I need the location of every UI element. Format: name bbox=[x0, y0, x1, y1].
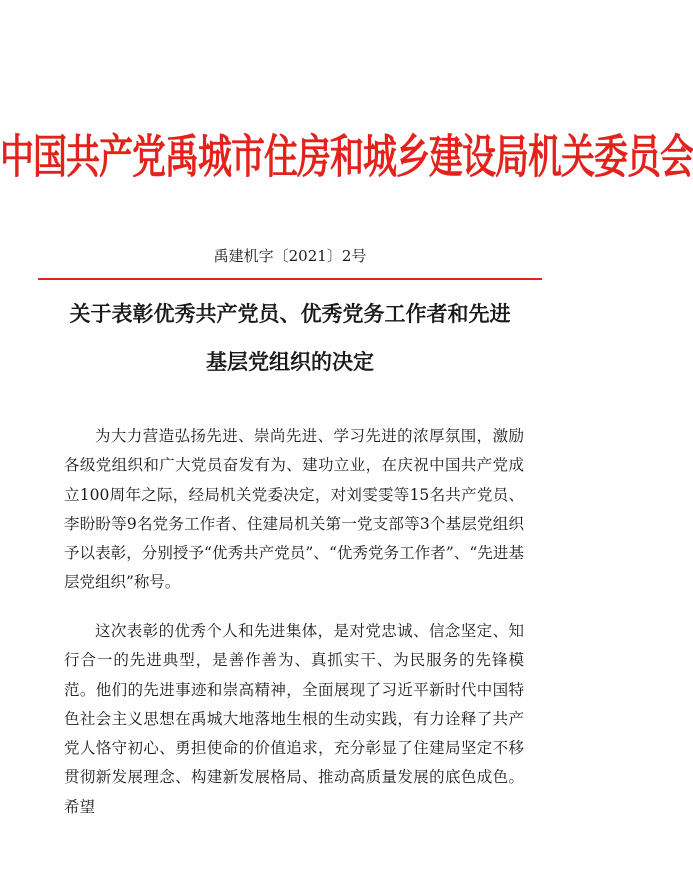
issuing-organization-header: 中国共产党禹城市住房和城乡建设局机关委员会 bbox=[0, 130, 693, 185]
document-number: 禹建机字〔2021〕2号 bbox=[213, 247, 367, 265]
document-title-line-2: 基层党组织的决定 bbox=[206, 349, 374, 374]
body-paragraph-2: 这次表彰的优秀个人和先进集体，是对党忠诚、信念坚定、知行合一的先进典型，是善作善为、真抓实干、为民服务的先锋模范。他们的先进事迹和崇高精神，全面展现了习近平新时代中国特色社会主义思想在禹城大地落地生根的生动实践，有力诠释了共产党人恪守初心、勇担使命的价值追求，充分彰显了住建局坚定不移贯彻新发展理念、构建新发展格局、推动高质量发展的底色成色。希望 bbox=[64, 622, 524, 816]
body-paragraph-1: 为大力营造弘扬先进、崇尚先进、学习先进的浓厚氛围，激励各级党组织和广大党员奋发有为、建功立业，在庆祝中国共产党成立100周年之际，经局机关党委决定，对刘雯雯等15名共产党员、李盼盼等9名党务工作者、住建局机关第一党支部等3个基层党组织予以表彰，分别授予“优秀共产党员”、“优秀党务工作者”、“先进基层党组织”称号。 bbox=[64, 427, 524, 592]
document-title-line-1: 关于表彰优秀共产党员、优秀党务工作者和先进 bbox=[69, 301, 511, 326]
red-separator-line bbox=[38, 278, 542, 280]
